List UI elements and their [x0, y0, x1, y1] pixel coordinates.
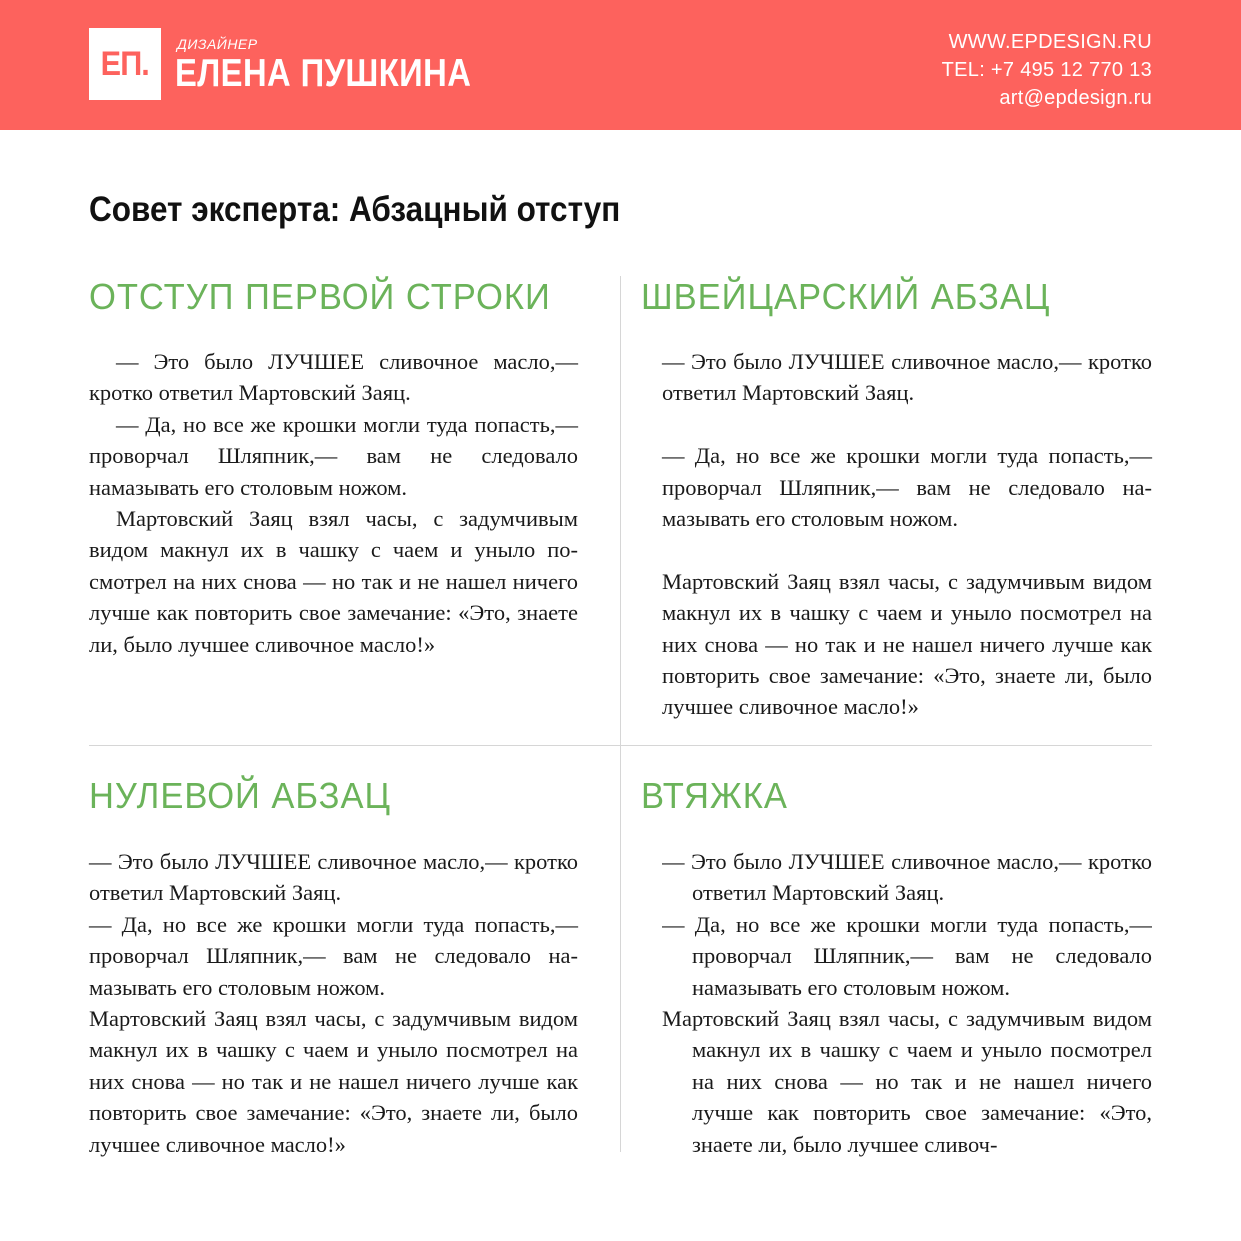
- section-text-swiss-paragraph: [662, 346, 1152, 754]
- section-title-hanging-indent: ВТЯЖКА: [641, 775, 788, 816]
- paragraph: — Да, но все же крошки могли туда попасть,— проворчал Шляпник,— вам не следовало намазывать его столовым ножом.: [662, 911, 1152, 1000]
- website-link[interactable]: WWW.EPDESIGN.RU: [948, 31, 1152, 53]
- paragraph: Мартовский Заяц взял часы, с задумчивым видом макнул их в чашку с чаем и уныло посмотрел на них снова — но так и не нашел ничего лучше как повторить свое замечание: «Это, знаете ли, было лучшее сливоч-: [662, 1006, 1152, 1157]
- section-title-swiss-paragraph: ШВЕЙЦАРСКИЙ АБЗАЦ: [641, 276, 1051, 317]
- paragraph: Мартовский Заяц взял часы, с задумчивым видом макнул их в чашку с чаем и уныло посмотрел на них снова — но так и не нашел ничего лучше как повторить свое замечание: «Это, знаете ли, было лучшее сливочное масло!»: [89, 1006, 578, 1157]
- paragraph: — Это было ЛУЧШЕЕ сливочное масло,— кротко ответил Мартовский Заяц.: [662, 349, 1152, 406]
- designer-role: ДИЗАЙНЕР: [177, 36, 258, 52]
- section-title-first-line-indent: ОТСТУП ПЕРВОЙ СТРОКИ: [89, 276, 551, 317]
- section-title-zero-indent: НУЛЕВОЙ АБЗАЦ: [89, 775, 392, 816]
- paragraph: Мартовский Заяц взял часы, с задумчивым видом макнул их в чашку с чаем и уныло посмотрел на них снова — но так и не нашел ничего лучше как повторить свое замечание: «Это, знаете ли, было лучшее сливочное масло!»: [662, 568, 1152, 720]
- paragraph: Мартовский Заяц взял часы, с задумчивым видом макнул их в чашку с чаем и уныло посмотрел на них снова — но так и не нашел ничего лучше как повторить свое замечание: «Это, знаете ли, было лучшее сливочное масло!»: [89, 506, 578, 657]
- section-text-zero-indent: [89, 846, 578, 1160]
- designer-name: ЕЛЕНА ПУШКИНА: [175, 52, 472, 95]
- logo-text: ЕП.: [100, 44, 150, 83]
- paragraph: — Да, но все же крошки могли туда попасть,— проворчал Шляпник,— вам не следовало намазывать его столовым ножом.: [89, 411, 578, 500]
- logo: [89, 28, 161, 100]
- section-text-first-line-indent: [89, 346, 578, 660]
- paragraph: — Это было ЛУЧШЕЕ сливочное масло,— кротко ответил Мартовский Заяц.: [89, 349, 578, 406]
- paragraph: — Это было ЛУЧШЕЕ сливочное масло,— кротко ответил Мартовский Заяц.: [89, 849, 578, 906]
- header-banner: [0, 0, 1241, 130]
- paragraph: — Да, но все же крошки могли туда попасть,— проворчал Шляпник,— вам не следовало намазывать его столовым ножом.: [89, 911, 578, 1000]
- contacts: [942, 28, 1152, 112]
- paragraph: — Да, но все же крошки могли туда попасть,— проворчал Шляпник,— вам не следовало намазывать его столовым ножом.: [662, 443, 1152, 532]
- column-divider: [620, 276, 621, 1152]
- paragraph: — Это было ЛУЧШЕЕ сливочное масло,— кротко ответил Мартовский Заяц.: [662, 849, 1152, 906]
- email-link[interactable]: art@epdesign.ru: [999, 87, 1152, 109]
- section-text-hanging-indent: [662, 846, 1152, 1160]
- page-title: Совет эксперта: Абзацный отступ: [89, 190, 621, 229]
- phone-number: TEL: +7 495 12 770 13: [941, 59, 1152, 81]
